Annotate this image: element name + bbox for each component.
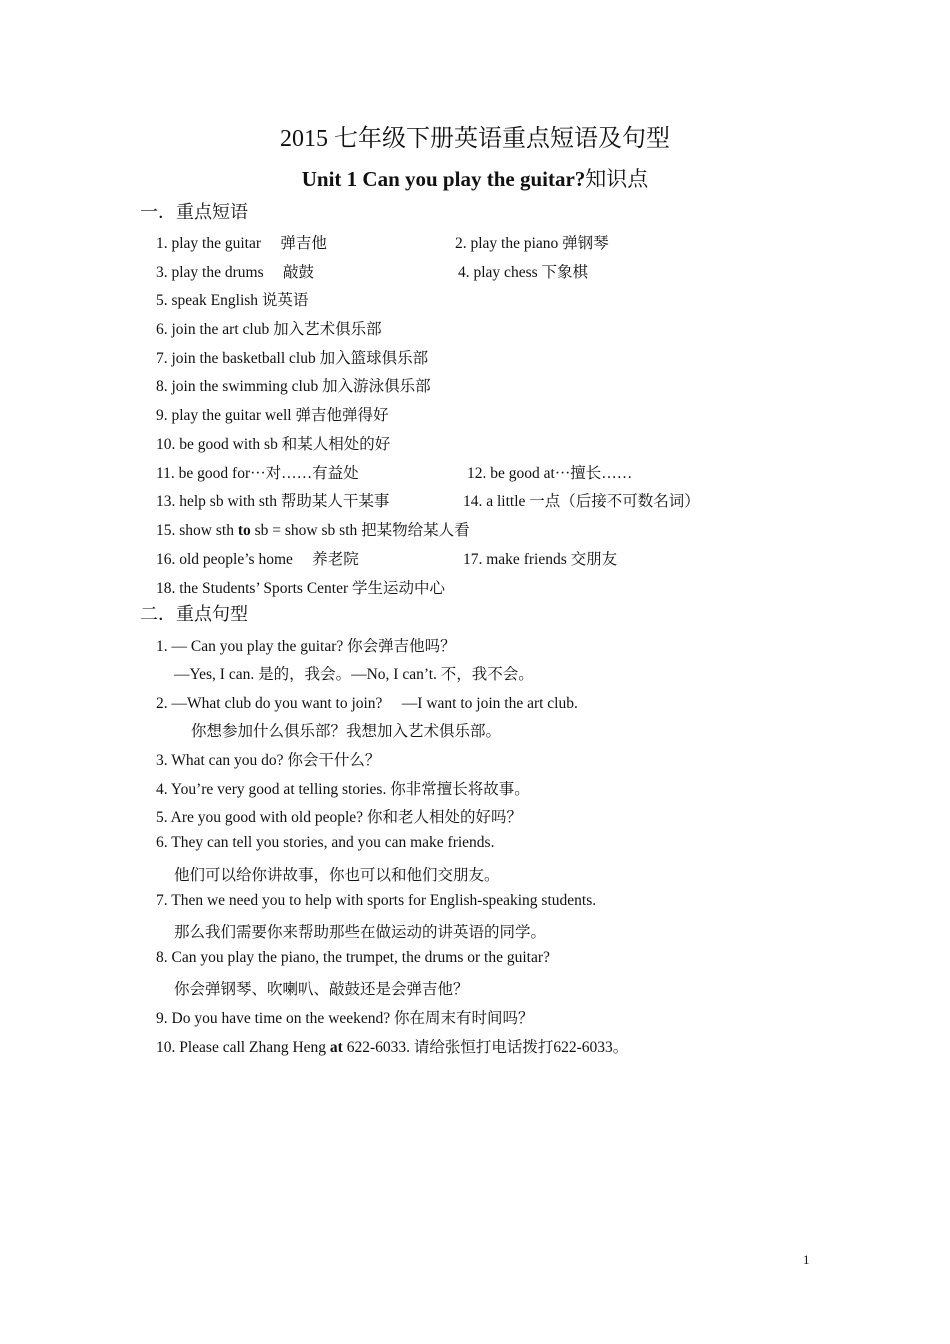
sentence-line: 6. They can tell you stories, and you can make friends. bbox=[156, 834, 495, 851]
sentence-line: 7. Then we need you to help with sports for English-speaking students. bbox=[156, 892, 597, 909]
sentence-line: 8. Can you play the piano, the trumpet, the drums or the guitar? bbox=[156, 949, 550, 966]
phrase-item: 14. a little 一点（后接不可数名词） bbox=[463, 493, 700, 510]
sentence-line: 5. Are you good with old people? 你和老人相处的好吗？ bbox=[156, 809, 522, 826]
phrase-item: 8. join the swimming club 加入游泳俱乐部 bbox=[156, 378, 431, 395]
unit-heading bbox=[0, 163, 950, 193]
phrase-item: 12. be good at···擅长…… bbox=[467, 465, 633, 482]
sentence-line: 10. Please call Zhang Heng at 622-6033. 请给张恒打电话拨打622-6033。 bbox=[156, 1039, 629, 1056]
sentence-line: 9. Do you have time on the weekend? 你在周末有时间吗？ bbox=[156, 1010, 534, 1027]
phrase-item: 16. old people’s home 养老院 bbox=[156, 551, 359, 568]
sentence-line: 你想参加什么俱乐部？我想加入艺术俱乐部。 bbox=[191, 723, 502, 740]
sentence-line: 2. —What club do you want to join? —I want to join the art club. bbox=[156, 695, 578, 712]
page-number: 1 bbox=[803, 1252, 810, 1267]
section-heading-sentences: 二．重点句型 bbox=[140, 604, 248, 624]
sentence-line: 3. What can you do? 你会干什么？ bbox=[156, 752, 381, 769]
phrase-item: 2. play the piano 弹钢琴 bbox=[455, 235, 609, 252]
phrase-item: 6. join the art club 加入艺术俱乐部 bbox=[156, 321, 382, 338]
phrase-item: 10. be good with sb 和某人相处的好 bbox=[156, 436, 391, 453]
phrase-item: 18. the Students’ Sports Center 学生运动中心 bbox=[156, 580, 446, 597]
phrase-item: 17. make friends 交朋友 bbox=[463, 551, 618, 568]
sentence-line: 那么我们需要你来帮助那些在做运动的讲英语的同学。 bbox=[174, 924, 547, 941]
phrase-item: 1. play the guitar 弹吉他 bbox=[156, 235, 327, 252]
phrase-item: 11. be good for···对……有益处 bbox=[156, 465, 359, 482]
unit-heading-cn: 知识点 bbox=[585, 167, 649, 191]
sentence-line: 1. — Can you play the guitar? 你会弹吉他吗？ bbox=[156, 638, 456, 655]
sentence-line: 你会弹钢琴、吹喇叭、敲鼓还是会弹吉他？ bbox=[174, 981, 469, 998]
phrase-item: 7. join the basketball club 加入篮球俱乐部 bbox=[156, 350, 429, 367]
phrase-item: 3. play the drums 敲鼓 bbox=[156, 264, 314, 281]
phrase-item: 13. help sb with sth 帮助某人干某事 bbox=[156, 493, 390, 510]
section-heading-phrases: 一．重点短语 bbox=[140, 202, 248, 222]
phrase-item: 5. speak English 说英语 bbox=[156, 292, 309, 309]
sentence-line: 他们可以给你讲故事，你也可以和他们交朋友。 bbox=[174, 867, 500, 884]
phrase-item: 4. play chess 下象棋 bbox=[458, 264, 589, 281]
phrase-item: 15. show sth to sb = show sb sth 把某物给某人看 bbox=[156, 522, 470, 539]
phrase-item: 9. play the guitar well 弹吉他弹得好 bbox=[156, 407, 389, 424]
sentence-line: —Yes, I can. 是的，我会。—No, I can’t. 不，我不会。 bbox=[174, 666, 534, 683]
unit-heading-en: Unit 1 Can you play the guitar? bbox=[301, 167, 586, 191]
document-title: 2015 七年级下册英语重点短语及句型 bbox=[280, 126, 670, 152]
sentence-line: 4. You’re very good at telling stories. 你非常擅长将故事。 bbox=[156, 781, 530, 798]
